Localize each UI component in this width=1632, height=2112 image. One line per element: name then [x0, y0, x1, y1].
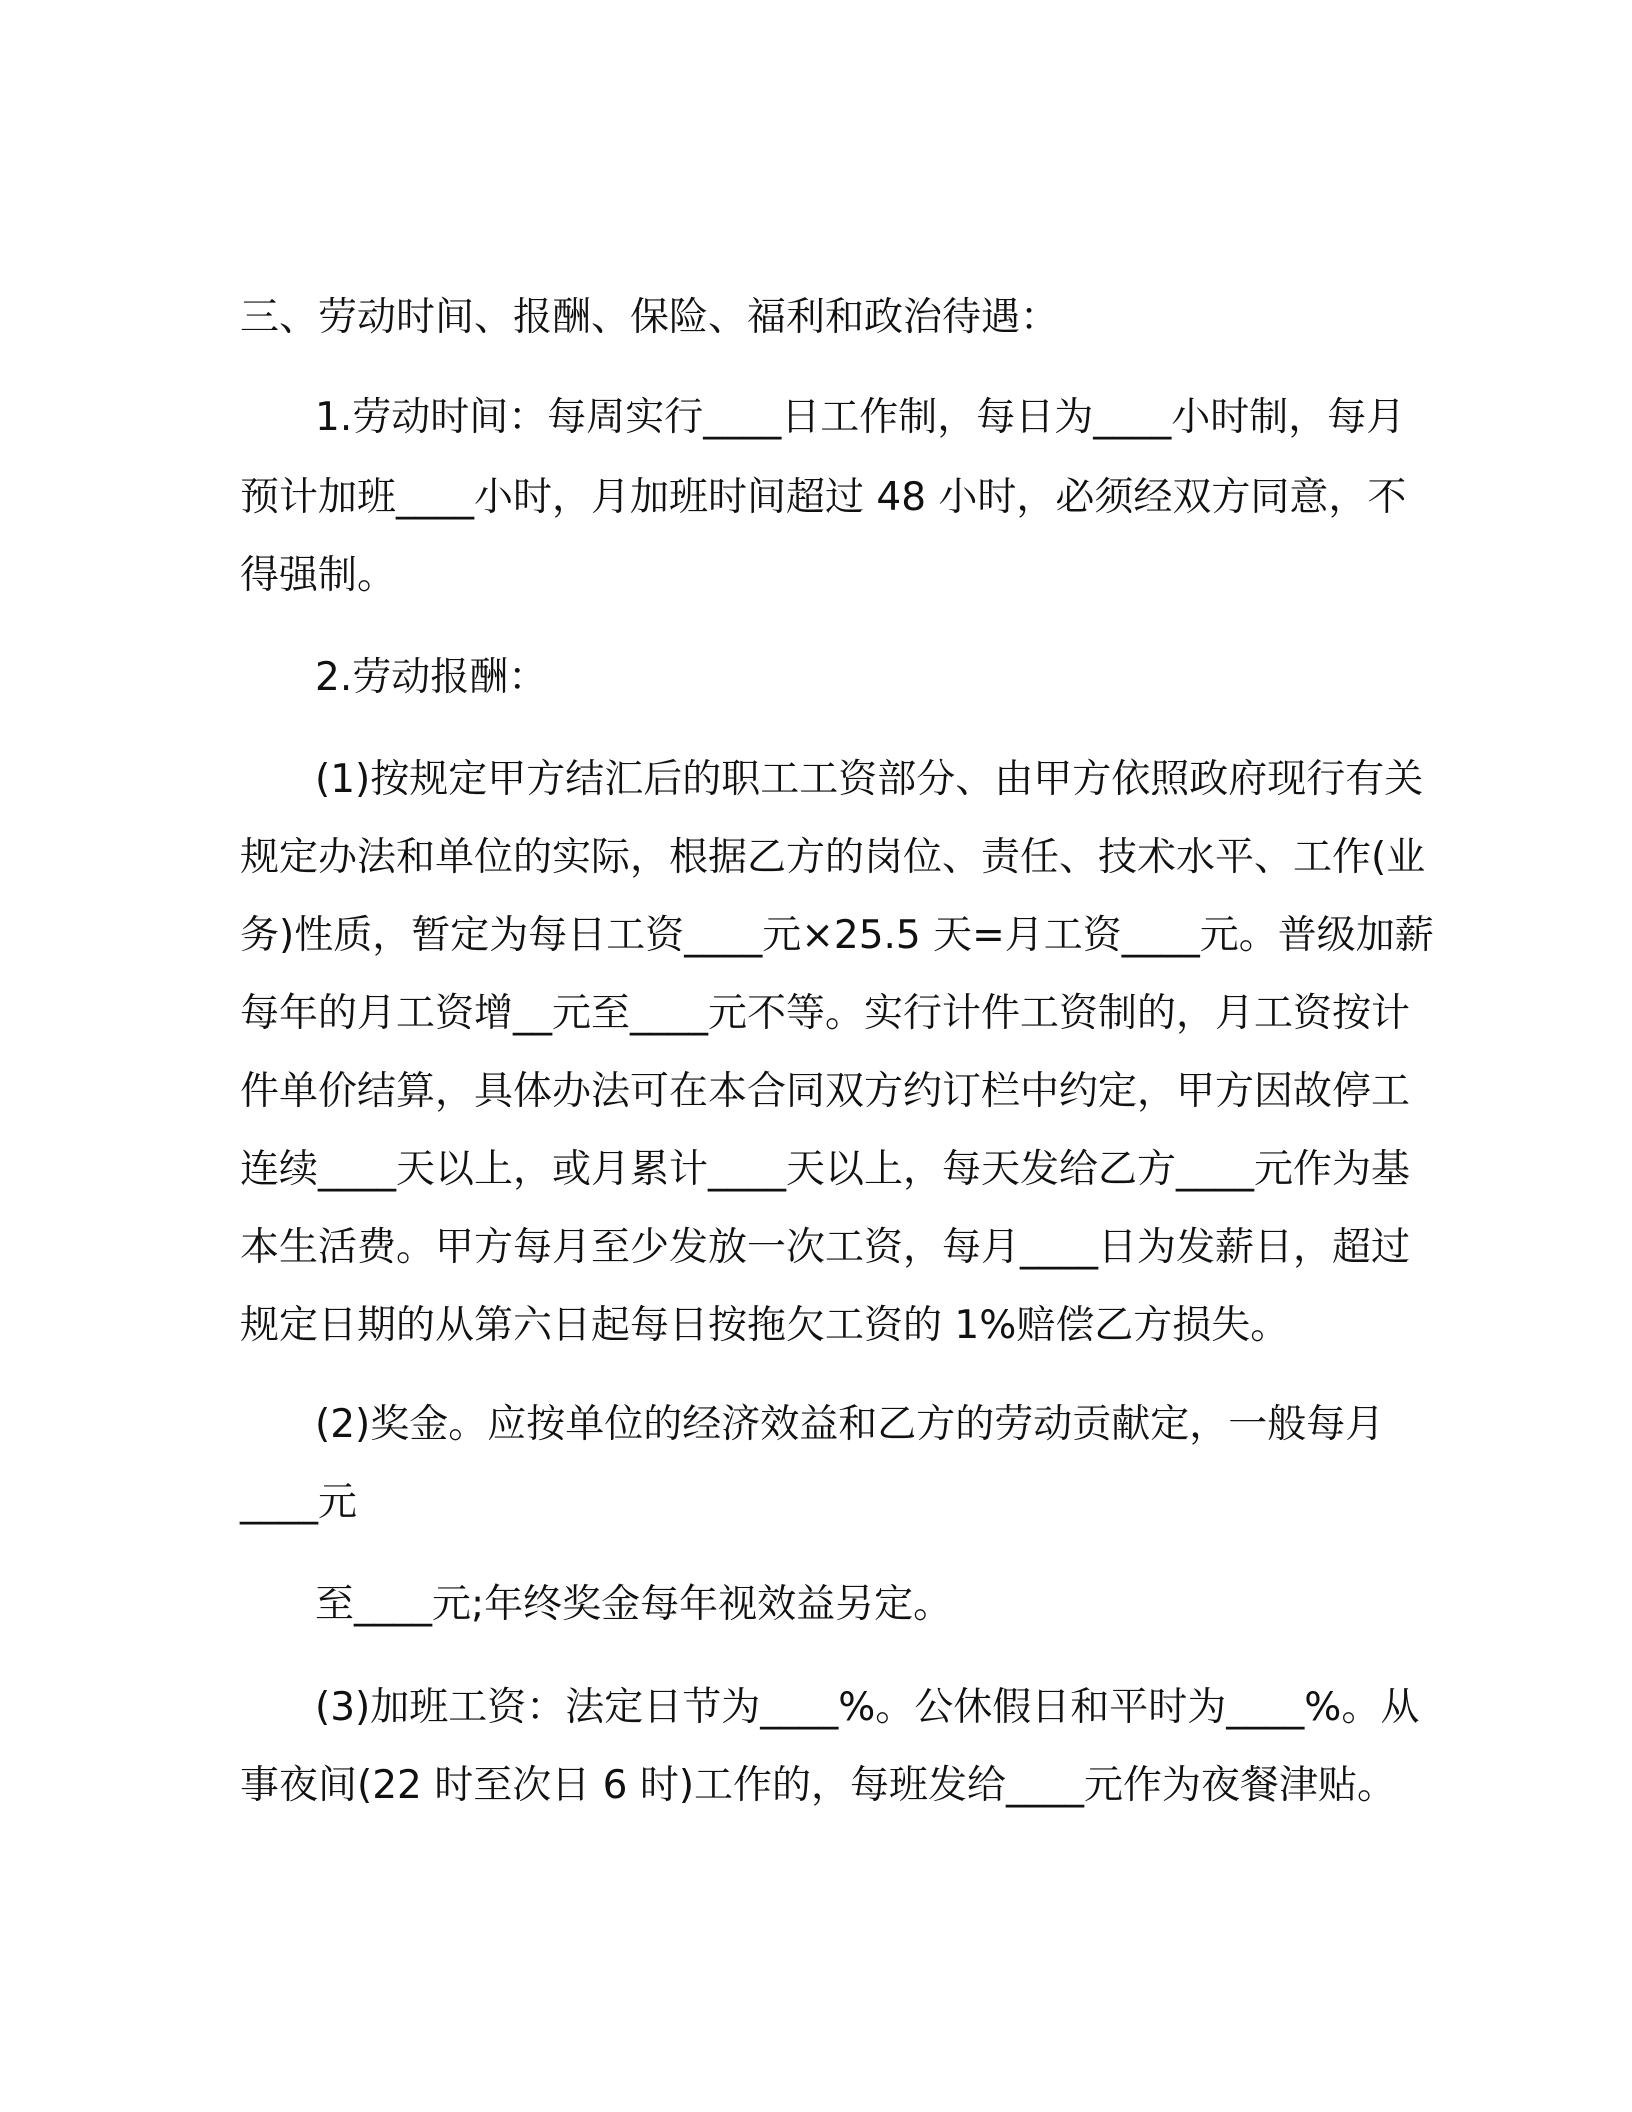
working-hours-line-1: 1.劳动时间：每周实行____日工作制，每日为____小时制，每月	[315, 395, 1406, 440]
overtime-clause-line-2: 事夜间(22 时至次日 6 时)工作的，每班发给____元作为夜餐津贴。	[240, 1763, 1397, 1808]
working-hours-line-2: 预计加班____小时，月加班时间超过 48 小时，必须经双方同意，不	[240, 475, 1407, 520]
salary-clause-line-1: (1)按规定甲方结汇后的职工工资部分、由甲方依照政府现行有关	[315, 757, 1424, 802]
salary-clause-line-5: 件单价结算，具体办法可在本合同双方约订栏中约定，甲方因故停工	[240, 1069, 1411, 1114]
salary-clause-line-7: 本生活费。甲方每月至少发放一次工资，每月____日为发薪日，超过	[240, 1225, 1411, 1270]
salary-clause-line-8: 规定日期的从第六日起每日按拖欠工资的 1%赔偿乙方损失。	[240, 1303, 1290, 1348]
salary-clause-line-4: 每年的月工资增__元至____元不等。实行计件工资制的，月工资按计	[240, 991, 1411, 1036]
salary-clause-line-2: 规定办法和单位的实际，根据乙方的岗位、责任、技术水平、工作(业	[240, 835, 1426, 880]
working-hours-line-3: 得强制。	[240, 553, 397, 598]
section-heading: 三、劳动时间、报酬、保险、福利和政治待遇：	[240, 295, 1060, 340]
salary-clause-line-3: 务)性质，暂定为每日工资____元×25.5 天=月工资____元。普级加薪	[240, 913, 1434, 958]
overtime-clause-line-1: (3)加班工资：法定日节为____%。公休假日和平时为____%。从	[315, 1685, 1420, 1730]
remuneration-title: 2.劳动报酬：	[315, 655, 548, 700]
salary-clause-line-6: 连续____天以上，或月累计____天以上，每天发给乙方____元作为基	[240, 1147, 1411, 1192]
bonus-clause-line-3: 至____元;年终奖金每年视效益另定。	[315, 1582, 953, 1627]
bonus-clause-line-2: ____元	[240, 1480, 358, 1525]
bonus-clause-line-1: (2)奖金。应按单位的经济效益和乙方的劳动贡献定，一般每月	[315, 1402, 1385, 1447]
